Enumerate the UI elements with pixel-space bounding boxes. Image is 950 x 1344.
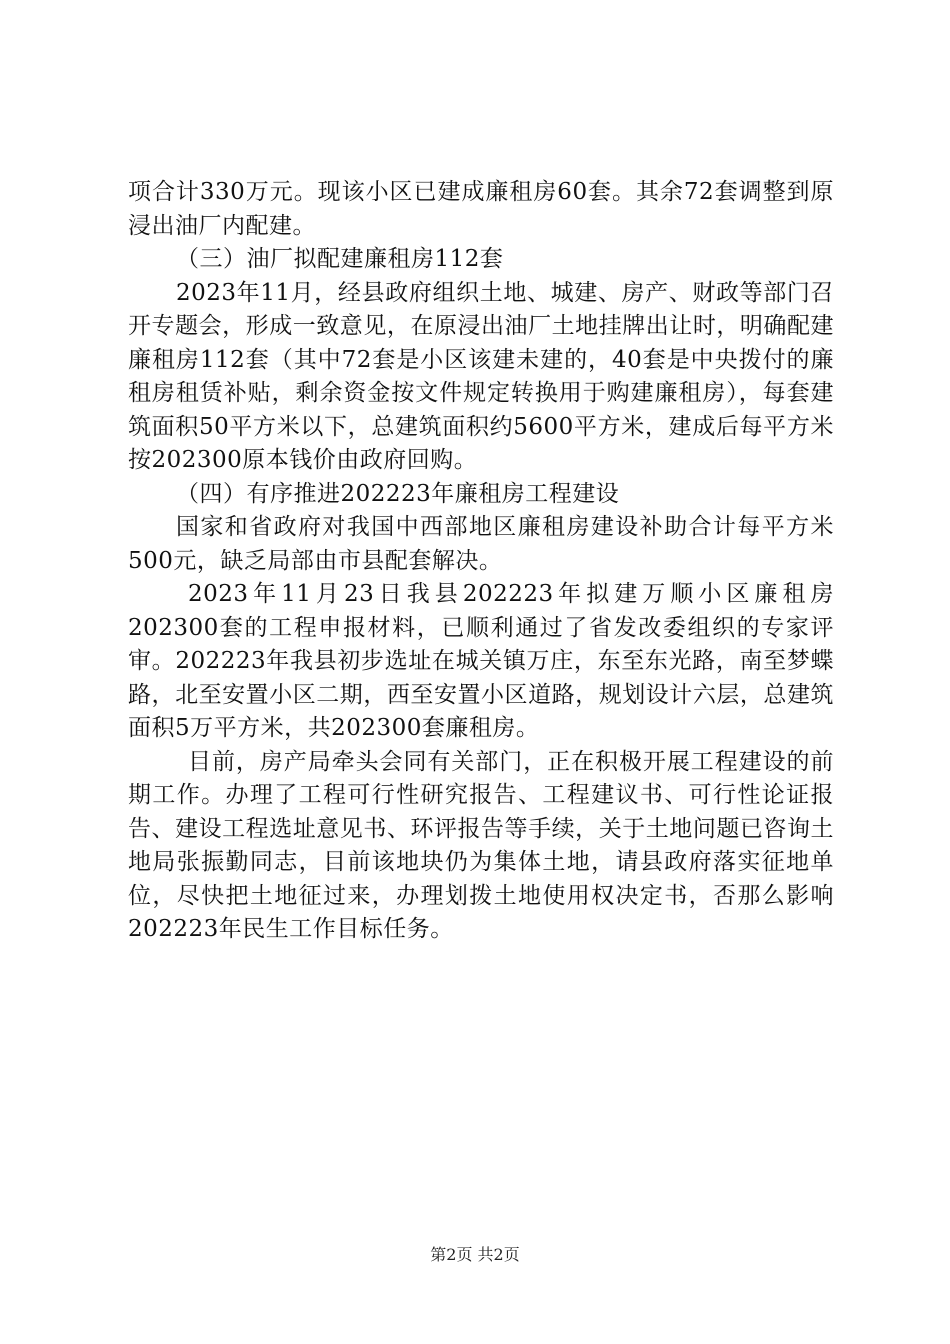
section-heading-4: （四）有序推进202223年廉租房工程建设: [176, 480, 620, 507]
paragraph-oil-factory: 2023年11月，经县政府组织土地、城建、房产、财政等部门召开专题会，形成一致意见，在原浸出油厂土地挂牌出让时，明确配建廉租房112套（其中72套是小区该建未建的，40套是中央拨付的廉租房租赁补贴，剩余资金按文件规定转换用于购建廉租房），每套建筑面积50平方米以下，总建筑面积约5600平方米，建成后每平方米按202300原本钱价由政府回购。: [128, 279, 834, 473]
paragraph-current-work: 目前，房产局牵头会同有关部门，正在积极开展工程建设的前期工作。办理了工程可行性研究报告、工程建议书、可行性论证报告、建设工程选址意见书、环评报告等手续，关于土地问题已咨询土地局张振勤同志，目前该地块仍为集体土地，请县政府落实征地单位，尽快把土地征过来，办理划拨土地使用权决定书，否那么影响202223年民生工作目标任务。: [128, 748, 834, 942]
paragraph-wanshun-project: 2023年11月23日我县202223年拟建万顺小区廉租房202300套的工程申报材料，已顺利通过了省发改委组织的专家评审。202223年我县初步选址在城关镇万庄，东至东光路，南至梦蝶路，北至安置小区二期，西至安置小区道路，规划设计六层，总建筑面积5万平方米，共202300套廉租房。: [128, 581, 834, 741]
page-footer: 第2页 共2页: [430, 1245, 520, 1264]
paragraph-subsidy: 国家和省政府对我国中西部地区廉租房建设补助合计每平方米500元，缺乏局部由市县配套解决。: [128, 514, 834, 574]
paragraph-continued: 项合计330万元。现该小区已建成廉租房60套。其余72套调整到原浸出油厂内配建。: [128, 179, 834, 239]
section-heading-3: （三）油厂拟配建廉租房112套: [176, 246, 504, 272]
document-body: [128, 176, 834, 947]
